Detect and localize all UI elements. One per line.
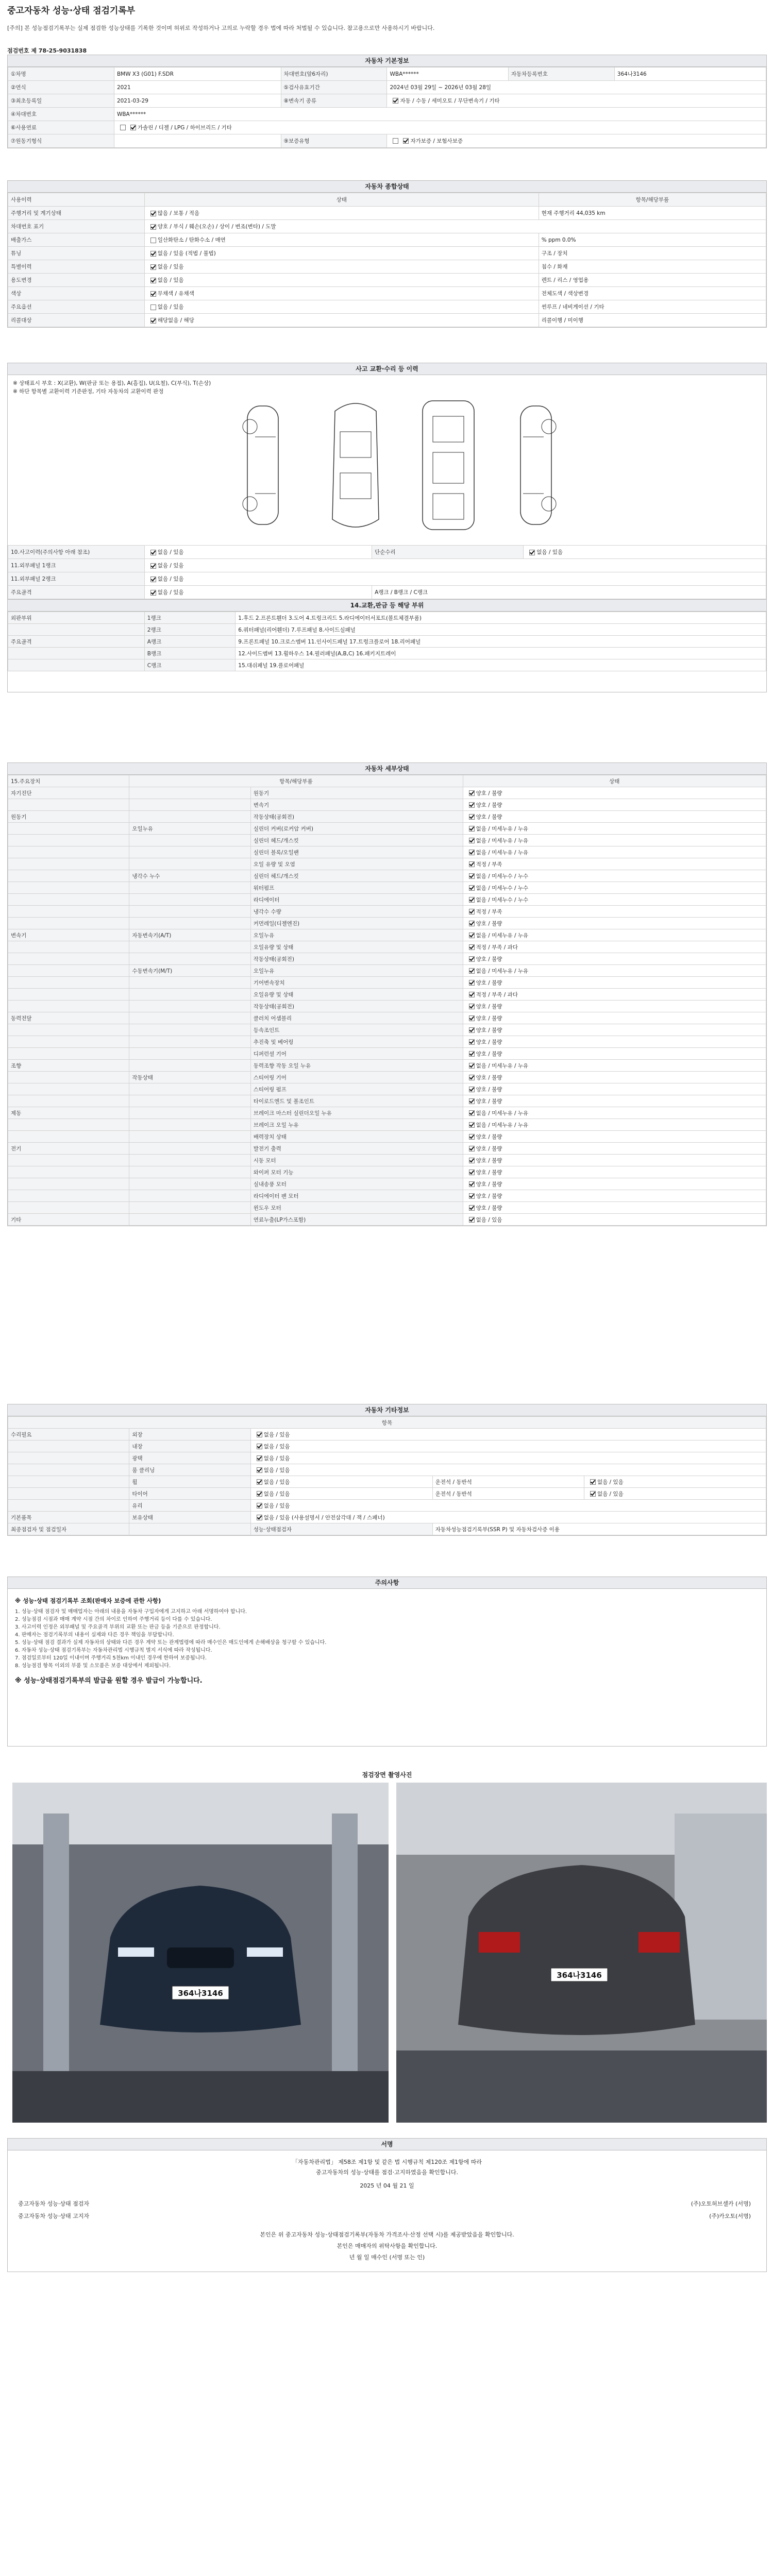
table-row: 라디에이터 팬 모터 양호 / 불량 <box>8 1190 766 1202</box>
table-row: B랭크 12.사이드멤버 13.휠하우스 14.필러패널(A,B,C) 16.패키지트레이 <box>8 648 766 659</box>
detail-condition-section <box>7 762 767 1226</box>
table-row: 워터펌프 없음 / 미세누수 / 누수 <box>8 882 766 894</box>
table-row: 실린더 헤드/개스킷 없음 / 미세누유 / 누유 <box>8 835 766 846</box>
table-row: 광택 없음 / 있음 <box>8 1452 766 1464</box>
table-row: 주요옵션 없음 / 있음 썬루프 / 네비게이션 / 기타 <box>8 300 766 314</box>
detail-condition-title: 자동차 세부상태 <box>8 763 766 775</box>
notice-title: 주의사항 <box>8 1577 766 1589</box>
notice-line: 7. 점검일로부터 120일 이내이며 주행거리 5천km 이내인 경우에 한하여 보증됩니다. <box>15 1655 207 1661</box>
checker-name: (주)오토허브셀카 (서명) <box>691 2200 751 2207</box>
status-checkbox[interactable] <box>469 850 475 855</box>
notice-line: 1. 성능·상태 점검자 및 매매업자는 아래의 내용을 자동차 구입자에게 고지하고 아래 서명하여야 합니다. <box>15 1609 247 1615</box>
table-row: 휠 없음 / 있음 운전석 / 동반석 없음 / 있음 <box>8 1476 766 1488</box>
signature-text: 「자동차관리법」 제58조 제1항 및 같은 법 시행규칙 제120조 제1항에 따라 <box>292 2159 482 2165</box>
table-row: 오일유량 및 상태 적정 / 부족 / 과다 <box>8 989 766 1001</box>
accident-history-title: 사고 교환·수리 등 이력 <box>8 363 766 375</box>
table-row: 배력장치 상태 양호 / 불량 <box>8 1131 766 1143</box>
table-row: ②연식 2021 ⑤검사유효기간 2024년 03월 29일 ~ 2026년 03월 28일 <box>8 81 766 94</box>
status-checkbox[interactable] <box>469 1051 475 1057</box>
table-row: 항목 <box>8 1417 766 1429</box>
table-row: 타이어 없음 / 있음 운전석 / 동반석 없음 / 있음 <box>8 1488 766 1500</box>
status-checkbox[interactable] <box>469 1122 475 1128</box>
table-row: 라디에이터 없음 / 미세누수 / 누수 <box>8 894 766 906</box>
basic-info-title: 자동차 기본정보 <box>8 55 766 67</box>
table-row: 차대번호 표기 양호 / 부식 / 훼손(오손) / 상이 / 변조(변타) / 도말 <box>8 220 766 233</box>
page-title: 중고자동차 성능·상태 점검기록부 <box>7 6 136 16</box>
table-row: 등속조인트 양호 / 불량 <box>8 1024 766 1036</box>
plate-number: 364나3146 <box>614 67 766 81</box>
buyer-confirm-2: 본인은 매매자의 위탁사항을 확인합니다. <box>337 2243 438 2249</box>
table-row: 오일누유 실린더 커버(로커암 커버) 없음 / 미세누유 / 누유 <box>8 823 766 835</box>
basic-info-section <box>7 55 767 148</box>
status-checkbox[interactable] <box>469 790 475 796</box>
table-row: 실린더 블록/오일팬 없음 / 미세누유 / 누유 <box>8 846 766 858</box>
table-row: 기타 연료누출(LP가스포함) 없음 / 있음 <box>8 1214 766 1226</box>
table-row: C랭크 15.대쉬패널 19.플로어패널 <box>8 659 766 671</box>
photo-title: 점검장면 촬영사진 <box>362 1771 412 1778</box>
status-checkbox[interactable] <box>469 1075 475 1080</box>
notice-line: 4. 판매자는 점검기록부의 내용이 실제와 다른 경우 책임을 부담합니다. <box>15 1632 174 1638</box>
rear-photo-illustration <box>396 1783 767 2123</box>
table-row: 동력전달 클러치 어셈블리 양호 / 불량 <box>8 1012 766 1024</box>
signature-section <box>7 2138 767 2272</box>
table-row: 와이퍼 모터 기능 양호 / 불량 <box>8 1166 766 1178</box>
table-row: 2랭크 6.쿼터패널(리어휀더) 7.루프패널 8.사이드실패널 <box>8 624 766 636</box>
table-row: 외판부위 1랭크 1.후드 2.프론트휀더 3.도어 4.트렁크리드 5.라디에이터서포트(볼트체결부품) <box>8 612 766 624</box>
table-row: 냉각수 수량 적정 / 부족 <box>8 906 766 918</box>
seller-name: (주)카오토(서명) <box>709 2213 751 2219</box>
status-checkbox[interactable] <box>469 1027 475 1033</box>
status-checkbox[interactable] <box>469 1193 475 1199</box>
mileage-value: 현재 주행거리 44,035 km <box>539 207 766 220</box>
table-row: 배출가스 일산화탄소 / 탄화수소 / 매연 % ppm 0.0% <box>8 233 766 247</box>
signature-date: 2025 년 04 월 21 일 <box>360 2182 414 2189</box>
photo-front <box>12 1783 389 2123</box>
checker-label: 중고자동차 성능·상태 점검자 <box>18 2200 90 2207</box>
table-row: ⑦원동기형식 ⑨보증유형 자가보증 / 보험사보증 <box>8 134 766 148</box>
extra-info-table <box>8 1416 766 1535</box>
table-row: 리콜대상 해당없음 / 해당 리콜이행 / 미이행 <box>8 314 766 327</box>
status-checkbox[interactable] <box>469 1098 475 1104</box>
notice-heading: ※ 성능·상태 점검기록부 조회(판매자 보증에 관한 사항) <box>15 1597 161 1604</box>
exchange-parts-title: 14.교환,판금 등 해당 부위 <box>8 599 766 612</box>
status-checkbox[interactable] <box>469 838 475 843</box>
notice-section <box>7 1577 767 1747</box>
table-row: 타이로드엔드 및 볼조인트 양호 / 불량 <box>8 1095 766 1107</box>
car-right-side-diagram <box>502 401 569 530</box>
table-row: 기어변속장치 양호 / 불량 <box>8 977 766 989</box>
status-checkbox[interactable] <box>469 921 475 926</box>
table-row: 실내송풍 모터 양호 / 불량 <box>8 1178 766 1190</box>
table-row: 작동상태(공회전) 양호 / 불량 <box>8 953 766 965</box>
table-row: 유리 없음 / 있음 <box>8 1500 766 1512</box>
status-checkbox[interactable] <box>469 897 475 903</box>
front-photo-illustration <box>12 1783 389 2123</box>
detail-condition-table <box>8 775 766 1226</box>
status-checkbox[interactable] <box>469 944 475 950</box>
notice-line: 3. 사고이력 인정은 외부패널 및 주요골격 부위의 교환 또는 판금 등을 기준으로 판정합니다. <box>15 1624 221 1630</box>
status-checkbox[interactable] <box>469 802 475 808</box>
table-row: 조향 동력조향 작동 오일 누유 없음 / 미세누유 / 누유 <box>8 1060 766 1072</box>
table-row: 오일 유량 및 오염 적정 / 부족 <box>8 858 766 870</box>
table-row: ①차명 BMW X3 (G01) F.SDR 차대번호(앞6자리) WBA****** 자동차등록번호 364나3146 <box>8 67 766 81</box>
status-checkbox[interactable] <box>469 1158 475 1163</box>
buyer-signature-line: 년 월 일 매수인 (서명 또는 인) <box>349 2254 425 2261</box>
status-checkbox[interactable] <box>469 968 475 974</box>
table-row: 주요골격 없음 / 있음 A랭크 / B랭크 / C랭크 <box>8 586 766 599</box>
status-checkbox[interactable] <box>469 933 475 938</box>
table-row: 원동기 작동상태(공회전) 양호 / 불량 <box>8 811 766 823</box>
car-top-diagram <box>322 396 389 535</box>
status-checkbox[interactable] <box>469 1134 475 1140</box>
basic-info-table <box>8 67 766 148</box>
extra-info-title: 자동차 기타정보 <box>8 1404 766 1416</box>
table-row: 시동 모터 양호 / 불량 <box>8 1155 766 1166</box>
table-row: 제동 브레이크 마스터 실린더오일 누유 없음 / 미세누유 / 누유 <box>8 1107 766 1119</box>
notice-line: 8. 성능점검 항목 이외의 부품 및 소모품은 보증 대상에서 제외됩니다. <box>15 1663 171 1669</box>
table-row: 내장 없음 / 있음 <box>8 1440 766 1452</box>
photo-rear <box>396 1783 767 2123</box>
table-row: ④차대번호 WBA****** <box>8 108 766 121</box>
table-row: 기본품목 보유상태 없음 / 있음 (사용설명서 / 안전삼각대 / 잭 / 스패너) <box>8 1512 766 1523</box>
accident-table <box>8 545 766 599</box>
status-checkbox[interactable] <box>469 885 475 891</box>
legend-note: ※ 하단 항목별 교환이력 기준판정, 기타 자동차의 교환이력 판정 <box>13 388 164 395</box>
table-row: 최종점검자 및 점검일자 성능·상태점검자 자동차성능점검기록부(SSR P) 및 자동차검사증 이용 <box>8 1523 766 1535</box>
detail-rows <box>8 787 766 1226</box>
table-row: 작동상태(공회전) 양호 / 불량 <box>8 1001 766 1012</box>
table-row: 15.주요장치 항목/해당부품 상태 <box>8 775 766 787</box>
status-checkbox[interactable] <box>469 814 475 820</box>
table-row: 용도변경 없음 / 있음 렌트 / 리스 / 영업용 <box>8 274 766 287</box>
overall-condition-title: 자동차 종합상태 <box>8 181 766 193</box>
table-row: 윈도우 모터 양호 / 불량 <box>8 1202 766 1214</box>
inspection-number: 점검번호 제 78-25-9031838 <box>7 47 87 54</box>
status-checkbox[interactable] <box>469 1146 475 1151</box>
table-row: 추진축 및 베어링 양호 / 불량 <box>8 1036 766 1048</box>
table-row: 11.외부패널 1랭크 없음 / 있음 <box>8 559 766 572</box>
table-row: ⑥사용연료 가솔린 / 디젤 / LPG / 하이브리드 / 기타 <box>8 121 766 134</box>
status-checkbox[interactable] <box>469 1217 475 1223</box>
table-row: 작동상태 스티어링 기어 양호 / 불량 <box>8 1072 766 1083</box>
table-row: 수리필요 외장 없음 / 있음 <box>8 1429 766 1440</box>
status-checkbox[interactable] <box>469 861 475 867</box>
table-row: 색상 무채색 / 유채색 전체도색 / 색상변경 <box>8 287 766 300</box>
status-checkbox[interactable] <box>469 992 475 997</box>
notice-line: 6. 자동차 성능·상태 점검기록부는 자동차관리법 시행규칙 별지 서식에 따라 작성됩니다. <box>15 1648 212 1653</box>
status-checkbox[interactable] <box>469 1063 475 1069</box>
table-row: 브레이크 오일 누유 없음 / 미세누유 / 누유 <box>8 1119 766 1131</box>
table-row: 사용이력 상태 항목/해당부품 <box>8 193 766 207</box>
front-plate-text: 364나3146 <box>178 1989 223 1998</box>
seller-label: 중고자동차 성능·상태 고지자 <box>18 2213 90 2219</box>
status-checkbox[interactable] <box>469 1205 475 1211</box>
table-row: 변속기 자동변속기(A/T) 오일누유 없음 / 미세누유 / 누유 <box>8 929 766 941</box>
signature-text-2: 중고자동차의 성능·상태를 점검·고지하였음을 확인합니다. <box>315 2169 458 2176</box>
photo-section <box>7 1767 767 2128</box>
status-checkbox[interactable] <box>469 956 475 962</box>
notice-footer: ※ 성능·상태점검기록부의 발급을 원할 경우 발급이 가능합니다. <box>15 1677 203 1685</box>
status-checkbox[interactable] <box>469 980 475 986</box>
table-row: 디퍼런셜 기어 양호 / 불량 <box>8 1048 766 1060</box>
table-row: 11.외부패널 2랭크 없음 / 있음 <box>8 572 766 586</box>
status-checkbox[interactable] <box>469 909 475 914</box>
header-notice: [주의] 본 성능점검기록부는 실제 점검한 성능상태를 기록한 것이며 허위로 작성하거나 고의로 누락할 경우 법에 따라 처벌될 수 있습니다. 참고용으로만 사용하시기 바랍니다. <box>7 25 435 31</box>
legend-symbols: ※ 상태표시 부호 : X(교환), W(판금 또는 용접), A(흠집), U(요철), C(부식), T(손상) <box>13 380 211 386</box>
notice-line: 2. 성능점검 시점과 매매 계약 시점 간의 차이로 인하여 주행거리 등이 다를 수 있습니다. <box>15 1617 212 1622</box>
table-row: 변속기 양호 / 불량 <box>8 799 766 811</box>
exchange-parts-table <box>8 612 766 671</box>
buyer-confirm-1: 본인은 위 중고자동차 성능·상태점검기록부(자동차 가격조사·산정 선택 시)를 제공받았음을 확인합니다. <box>260 2231 514 2238</box>
table-row: 주요골격 A랭크 9.프론트패널 10.크로스멤버 11.인사이드패널 17.트렁크플로어 18.리어패널 <box>8 636 766 648</box>
car-frame-diagram <box>410 396 487 535</box>
status-checkbox[interactable] <box>469 1004 475 1009</box>
table-row: 커먼레일(디젤엔진) 양호 / 불량 <box>8 918 766 929</box>
rear-plate-text: 364나3146 <box>557 1971 602 1980</box>
status-checkbox[interactable] <box>469 1039 475 1045</box>
table-row: 룸 클리닝 없음 / 있음 <box>8 1464 766 1476</box>
status-checkbox[interactable] <box>469 1015 475 1021</box>
status-checkbox[interactable] <box>469 1170 475 1175</box>
car-left-side-diagram <box>229 401 296 530</box>
table-row: 스티어링 펌프 양호 / 불량 <box>8 1083 766 1095</box>
table-row: 주행거리 및 계기상태 많음 / 보통 / 적음 현재 주행거리 44,035 km <box>8 207 766 220</box>
table-row: 오일유량 및 상태 적정 / 부족 / 과다 <box>8 941 766 953</box>
status-checkbox[interactable] <box>469 873 475 879</box>
checkbox[interactable] <box>393 98 398 104</box>
overall-condition-section <box>7 180 767 328</box>
notice-line: 5. 성능·상태 점검 결과가 실제 자동차의 상태와 다른 경우 계약 또는 관계법령에 따라 매수인은 매도인에게 손해배상을 청구할 수 있습니다. <box>15 1640 327 1646</box>
extra-info-section <box>7 1404 767 1536</box>
table-row: 전기 발전기 출력 양호 / 불량 <box>8 1143 766 1155</box>
status-checkbox[interactable] <box>469 1181 475 1187</box>
status-checkbox[interactable] <box>469 1110 475 1116</box>
table-row: 냉각수 누수 실린더 헤드/개스킷 없음 / 미세누수 / 누수 <box>8 870 766 882</box>
accident-history-section <box>7 363 767 692</box>
table-row: 특별이력 없음 / 있음 침수 / 화재 <box>8 260 766 274</box>
table-row: 튜닝 없음 / 있음 (적법 / 불법) 구조 / 장치 <box>8 247 766 260</box>
table-row: 자기진단 원동기 양호 / 불량 <box>8 787 766 799</box>
table-row: 수동변속기(M/T) 오일누유 없음 / 미세누유 / 누유 <box>8 965 766 977</box>
table-row: ③최초등록일 2021-03-29 ⑧변속기 종류 자동 / 수동 / 세미오토 / 무단변속기 / 기타 <box>8 94 766 108</box>
car-diagram-area <box>8 375 766 545</box>
overall-condition-table <box>8 193 766 327</box>
signature-title: 서명 <box>8 2139 766 2150</box>
table-row: 10.사고이력(주의사항 아래 참조) 없음 / 있음 단순수리 없음 / 있음 <box>8 546 766 559</box>
status-checkbox[interactable] <box>469 826 475 832</box>
status-checkbox[interactable] <box>469 1087 475 1092</box>
